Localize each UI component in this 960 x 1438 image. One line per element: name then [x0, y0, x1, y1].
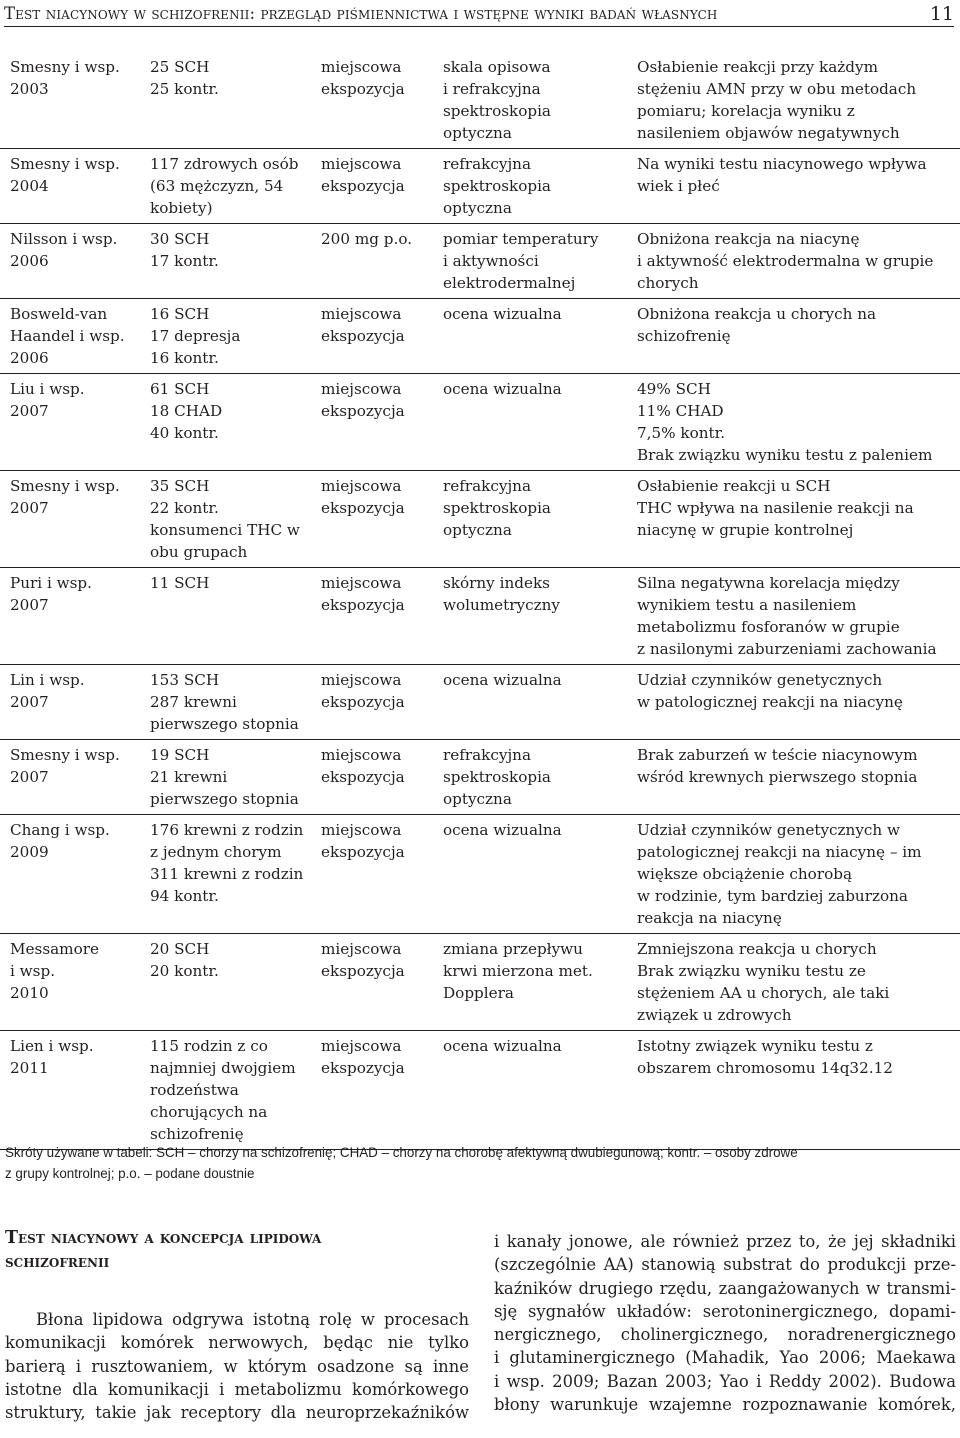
study-cell: Lien i wsp. 2011	[10, 1037, 94, 1077]
measure-cell: zmiana przepływu krwi mierzona met. Dopplera	[443, 940, 593, 1002]
measure-cell: skórny indeks wolumetryczny	[443, 574, 560, 614]
study-cell: Smesny i wsp. 2003	[10, 58, 120, 98]
result-cell: Osłabienie reakcji przy każdym stężeniu AMN przy w obu metodach pomiaru; korelacja wyniku z nasileniem objawów negatywnych	[637, 58, 917, 142]
method-cell: miejscowa ekspozycja	[321, 821, 405, 861]
body-text-line: i wsp. 2009; Bazan 2003; Yao i Reddy 2002). Budowa	[494, 1371, 956, 1391]
study-cell: Smesny i wsp. 2007	[10, 477, 120, 517]
table-row	[0, 149, 960, 224]
subjects-cell: 115 rodzin z co najmniej dwojgiem rodzeństwa chorujących na schizofrenię	[150, 1037, 296, 1143]
table-row	[0, 815, 960, 934]
body-text-line: barierą i rusztowaniem, w którym osadzone są inne	[5, 1356, 469, 1376]
measure-cell: ocena wizualna	[443, 821, 562, 839]
body-text-line: sję sygnałów układów: serotoninergicznego, dopami-	[494, 1301, 956, 1321]
body-text-line: komunikacji komórek nerwowych, będąc nie tylko	[5, 1333, 469, 1353]
study-cell: Smesny i wsp. 2007	[10, 746, 120, 786]
study-cell: Liu i wsp. 2007	[10, 380, 85, 420]
running-title: Test niacynowy w schizofrenii: przegląd piśmiennictwa i wstępne wyniki badań własnych	[4, 4, 718, 23]
body-text-line: Błona lipidowa odgrywa istotną rolę w procesach	[36, 1310, 469, 1329]
result-cell: Obniżona reakcja na niacynę i aktywność elektrodermalna w grupie chorych	[637, 230, 934, 292]
page-header	[4, 4, 954, 27]
result-cell: Udział czynników genetycznych w patologicznej reakcji na niacynę – im większe obciążenie chorobą w rodzinie, tym bardziej zaburzona reakcja na niacynę	[637, 821, 922, 927]
table-footnote-line: z grupy kontrolnej; p.o. – podane doustnie	[5, 1166, 255, 1181]
table-row	[0, 224, 960, 299]
table-row	[0, 1031, 960, 1150]
result-cell: Zmniejszona reakcja u chorych Brak związku wyniku testu ze stężeniem AA u chorych, ale taki związek u zdrowych	[637, 940, 890, 1024]
study-cell: Messamore i wsp. 2010	[10, 940, 99, 1002]
table-row	[0, 52, 960, 149]
section-heading	[5, 1226, 475, 1274]
result-cell: Na wyniki testu niacynowego wpływa wiek i płeć	[637, 155, 927, 195]
body-text-line: i glutaminergicznego (Mahadik, Yao 2006; Maekawa	[494, 1348, 956, 1368]
measure-cell: ocena wizualna	[443, 380, 562, 398]
measure-cell: pomiar temperatury i aktywności elektrodermalnej	[443, 230, 599, 292]
studies-table	[0, 52, 960, 1150]
measure-cell: refrakcyjna spektroskopia optyczna	[443, 477, 551, 539]
result-cell: Udział czynników genetycznych w patologicznej reakcji na niacynę	[637, 671, 903, 711]
subjects-cell: 19 SCH 21 krewni pierwszego stopnia	[150, 746, 299, 808]
subjects-cell: 61 SCH 18 CHAD 40 kontr.	[150, 380, 223, 442]
section-heading-line: Test niacynowy a koncepcja lipidowa	[5, 1228, 322, 1248]
measure-cell: ocena wizualna	[443, 671, 562, 689]
body-text-line: i kanały jonowe, ale również przez to, że jej składniki	[494, 1232, 956, 1251]
body-column-right	[494, 1230, 956, 1416]
page-number: 11	[929, 3, 954, 25]
method-cell: miejscowa ekspozycja	[321, 155, 405, 195]
body-text-line: nergicznego, cholinergicznego, noradrenergicznego	[494, 1325, 956, 1345]
study-cell: Nilsson i wsp. 2006	[10, 230, 118, 270]
result-cell: Istotny związek wyniku testu z obszarem chromosomu 14q32.12	[637, 1037, 893, 1077]
table-row	[0, 299, 960, 374]
table-row	[0, 568, 960, 665]
method-cell: miejscowa ekspozycja	[321, 380, 405, 420]
result-cell: Obniżona reakcja u chorych na schizofrenię	[637, 305, 877, 345]
study-cell: Bosweld-van Haandel i wsp. 2006	[10, 305, 125, 367]
table-row	[0, 740, 960, 815]
body-text-line: struktury, takie jak receptory dla neuroprzekaźników	[5, 1403, 469, 1423]
study-cell: Smesny i wsp. 2004	[10, 155, 120, 195]
subjects-cell: 176 krewni z rodzin z jednym chorym 311 krewni z rodzin 94 kontr.	[150, 821, 304, 905]
subjects-cell: 153 SCH 287 krewni pierwszego stopnia	[150, 671, 299, 733]
result-cell: Silna negatywna korelacja między wynikiem testu a nasileniem metabolizmu fosforanów w grupie z nasilonymi zaburzeniami zachowania	[637, 574, 937, 658]
measure-cell: refrakcyjna spektroskopia optyczna	[443, 746, 551, 808]
method-cell: miejscowa ekspozycja	[321, 305, 405, 345]
body-column-left	[5, 1308, 469, 1424]
method-cell: miejscowa ekspozycja	[321, 58, 405, 98]
studies-table-body	[0, 52, 960, 1150]
subjects-cell: 16 SCH 17 depresja 16 kontr.	[150, 305, 241, 367]
measure-cell: ocena wizualna	[443, 1037, 562, 1055]
method-cell: miejscowa ekspozycja	[321, 574, 405, 614]
method-cell: miejscowa ekspozycja	[321, 477, 405, 517]
subjects-cell: 25 SCH 25 kontr.	[150, 58, 219, 98]
table-footnote-line: Skróty używane w tabeli: SCH – chorzy na schizofrenię; CHAD – chorzy na chorobę afektywną dwubiegunową; kontr. – osoby zdrowe	[5, 1145, 798, 1160]
table-row	[0, 934, 960, 1031]
study-cell: Chang i wsp. 2009	[10, 821, 110, 861]
method-cell: miejscowa ekspozycja	[321, 746, 405, 786]
measure-cell: ocena wizualna	[443, 305, 562, 323]
result-cell: 49% SCH 11% CHAD 7,5% kontr. Brak związku wyniku testu z paleniem	[637, 380, 933, 464]
subjects-cell: 30 SCH 17 kontr.	[150, 230, 219, 270]
study-cell: Puri i wsp. 2007	[10, 574, 92, 614]
table-footnote	[5, 1142, 955, 1184]
measure-cell: refrakcyjna spektroskopia optyczna	[443, 155, 551, 217]
body-text-line: istotne dla komunikacji i metabolizmu komórkowego	[5, 1379, 469, 1399]
table-row	[0, 471, 960, 568]
body-text-line: błony warunkuje wzajemne rozpoznawanie komórek,	[494, 1395, 956, 1415]
method-cell: miejscowa ekspozycja	[321, 671, 405, 711]
method-cell: 200 mg p.o.	[321, 230, 413, 248]
subjects-cell: 20 SCH 20 kontr.	[150, 940, 219, 980]
section-heading-line: schizofrenii	[5, 1252, 110, 1272]
subjects-cell: 35 SCH 22 kontr. konsumenci THC w obu grupach	[150, 477, 300, 561]
subjects-cell: 11 SCH	[150, 574, 210, 592]
subjects-cell: 117 zdrowych osób (63 mężczyzn, 54 kobiety)	[150, 155, 299, 217]
result-cell: Osłabienie reakcji u SCH THC wpływa na nasilenie reakcji na niacynę w grupie kontrolnej	[637, 477, 914, 539]
body-text-line: (szczególnie AA) stanowią substrat do produkcji prze-	[494, 1255, 956, 1275]
result-cell: Brak zaburzeń w teście niacynowym wśród krewnych pierwszego stopnia	[637, 746, 918, 786]
table-row	[0, 374, 960, 471]
measure-cell: skala opisowa i refrakcyjna spektroskopia optyczna	[443, 58, 551, 142]
table-row	[0, 665, 960, 740]
study-cell: Lin i wsp. 2007	[10, 671, 85, 711]
body-text-line: kaźników drugiego rzędu, zaangażowanych w transmi-	[494, 1278, 956, 1298]
method-cell: miejscowa ekspozycja	[321, 1037, 405, 1077]
method-cell: miejscowa ekspozycja	[321, 940, 405, 980]
